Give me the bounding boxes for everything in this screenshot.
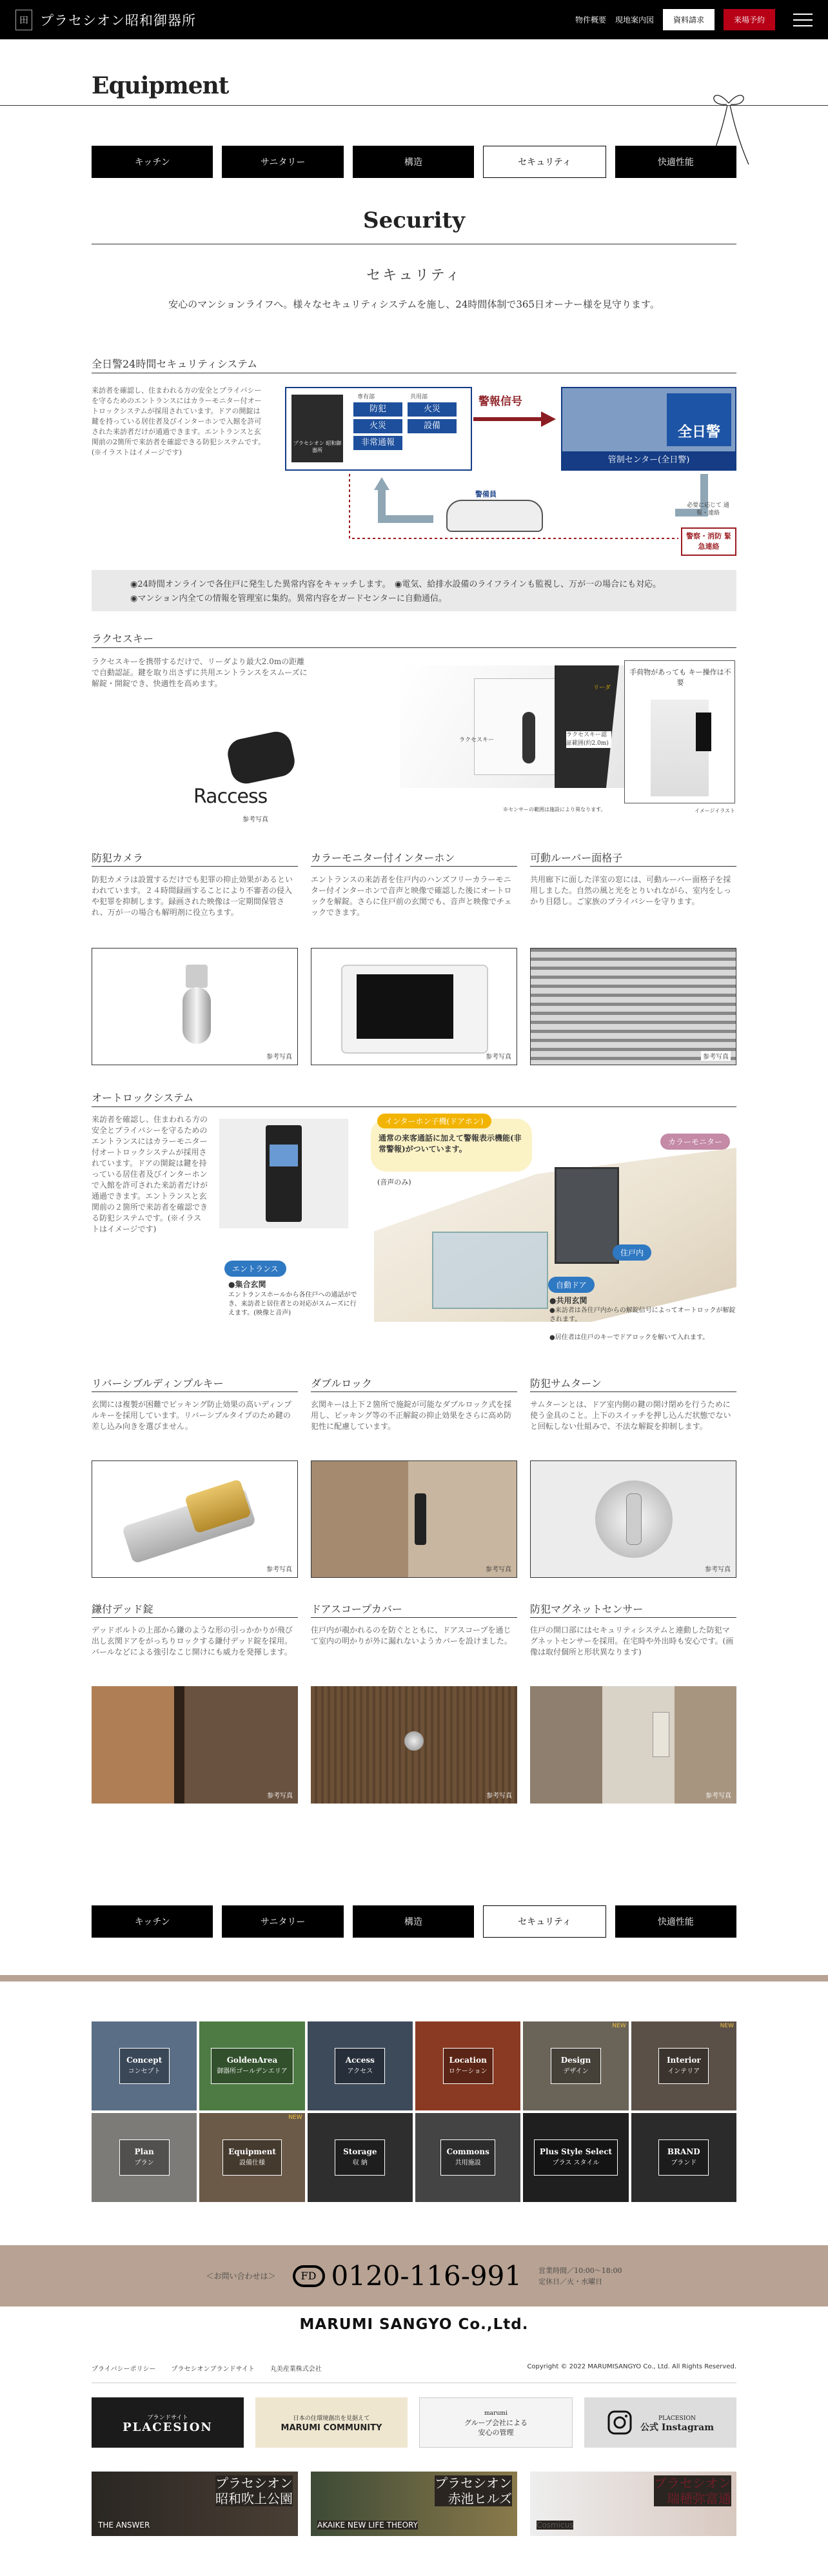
grid-en: Concept — [126, 2056, 163, 2065]
entrance-panel-photo — [219, 1119, 348, 1228]
new-badge: NEW — [288, 2114, 302, 2121]
grid-jp: 設備仕様 — [239, 2159, 265, 2167]
section-title: Security — [363, 208, 465, 233]
heading-rule — [530, 1617, 736, 1618]
heading-rule — [92, 866, 298, 867]
dimple-key-photo — [92, 1460, 298, 1578]
brand-name: プラセシオン昭和御器所 — [40, 12, 196, 28]
brand-logo[interactable] — [15, 10, 196, 30]
dimple-key-text: 玄関には複製が困難でピッキング防止効果の高いディンプルキーを採用しています。リバーシブルタイプのため鍵の差し込み向きを選びません。 — [92, 1400, 292, 1431]
header-nav — [575, 0, 813, 39]
door-scope-photo — [311, 1686, 517, 1804]
camera-photo — [92, 948, 298, 1065]
marumi-community-banner[interactable] — [255, 2397, 408, 2448]
no-key-operation-box — [624, 660, 735, 803]
entrance-label: エントランス — [224, 1261, 286, 1277]
no-key-callout: 手荷物があっても キー操作は不要 — [629, 668, 731, 687]
grid-jp: コンセプト — [128, 2068, 161, 2075]
business-hours — [538, 2265, 622, 2287]
grid-en: Equipment — [228, 2147, 276, 2156]
promo-brand: プラセシオン — [654, 2475, 731, 2491]
alarm-signal-label: 警報信号 — [478, 395, 522, 408]
grid-en: Access — [345, 2056, 375, 2065]
note-1: ◉24時間オンラインで各住戸に発生した異常内容をキャッチします。 — [130, 580, 386, 589]
promo-name: 昭和吹上公園 — [215, 2491, 293, 2506]
logo-mark-icon: 田 — [15, 10, 32, 30]
company-logo[interactable]: MARUMI SANGYO Co.,Ltd. — [299, 2316, 529, 2333]
door-scope-heading: ドアスコープカバー — [311, 1603, 402, 1615]
visit-reservation-button[interactable]: 来場予約 — [724, 9, 775, 30]
promo-mizuho[interactable] — [530, 2472, 736, 2536]
tab-sanitary[interactable]: サニタリー — [222, 146, 343, 178]
footer-links — [92, 2363, 322, 2373]
banner-main: 安心の管理 — [478, 2428, 514, 2437]
signal-arrow-icon — [473, 406, 557, 432]
intercom-photo — [311, 948, 517, 1065]
alsok-logo: 全日警 — [667, 393, 731, 446]
grid-plus-style[interactable] — [523, 2113, 628, 2202]
color-monitor-label: カラーモニター — [660, 1134, 730, 1150]
grid-jp: アクセス — [347, 2068, 373, 2075]
entrance-text: エントランスホールから各住戸への通話ができ、来訪者と居住者との対応がスムーズに行えます。(映像と音声) — [228, 1292, 357, 1317]
raccess-logo: Raccess — [193, 785, 268, 808]
autolock-text: 来訪者を確認し、住まわれる方の安全とプライバシーを守るためのエントランスにはカラーモニター付オートロックシステムが採用されています。ドアの開錠は鍵を持っている居住者及びインターホンで入館を許可された来訪者だけが通過できます。エントランスと玄関前の２箇所で来訪者を確認できる防犯システムです。(※イラストはイメージです) — [92, 1115, 208, 1234]
intercom-text: エントランスの来訪者を住戸内のハンズフリーカラーモニター付インターホンで音声と映像で確認した後にオートロックを解錠。さらに住戸前の玄関でも、音声と映像でチェックできます。 — [311, 875, 512, 917]
banner-main: MARUMI COMMUNITY — [281, 2423, 382, 2433]
raccess-text: ラクセスキーを携帯するだけで、リーダより最大2.0mの距離で自動認証。鍵を取り出さずに共用エントランスをスムーズに解錠・開錠でき、快適性を高めます。 — [92, 657, 308, 688]
grid-plan[interactable] — [92, 2113, 197, 2202]
raccess-key-image — [225, 729, 297, 786]
promo-akaike[interactable] — [311, 2472, 517, 2536]
item-fire: 火災 — [353, 419, 402, 433]
thumbturn-heading: 防犯サムターン — [530, 1377, 602, 1390]
item-equipment: 設備 — [408, 419, 457, 433]
contact-bar — [0, 2245, 828, 2306]
grid-jp: 収 納 — [352, 2159, 368, 2167]
grid-jp: ロケーション — [448, 2068, 488, 2075]
magnet-sensor-text: 住戸の開口部にはセキュリティシステムと連動した防犯マグネットセンサーを採用。在宅時や外出時も安心です。(画像は取付個所と形状異なります) — [530, 1626, 734, 1657]
control-center-image — [561, 387, 736, 471]
phone-number[interactable] — [293, 2260, 522, 2292]
heading-rule — [530, 866, 736, 867]
heading-rule — [311, 866, 517, 867]
copyright: Copyright © 2022 MARUMISANGYO Co., Ltd. All Rights Reserved. — [527, 2363, 736, 2370]
person-figure — [522, 712, 535, 763]
management-banner[interactable] — [419, 2397, 573, 2448]
grid-commons[interactable] — [415, 2113, 520, 2202]
auto-door-label: 自動ドア — [548, 1277, 595, 1293]
raccess-note: ※センサーの範囲は施設により異なります。 — [503, 807, 606, 812]
banner-sub: グループ会社による — [464, 2419, 528, 2427]
reader-label: リーダ — [593, 685, 611, 691]
note-3: ◉マンション内全ての情報を管理室に集約。異常内容をガードセンターに自動通信。 — [130, 594, 447, 604]
dead-bolt-text: デッドボルトの上部から鎌のような形の引っかかりが飛び出し玄関ドアをがっちりロックする鎌付デッド錠を採用。バールなどによる強引なこじ開けにも威力を発揮します。 — [92, 1626, 293, 1657]
unit-label: 住戸内 — [613, 1244, 651, 1261]
double-lock-photo — [311, 1460, 517, 1578]
photo-caption: 参考写真 — [266, 1566, 292, 1573]
brand-site-link[interactable]: プラセシオンブランドサイト — [171, 2366, 255, 2373]
thumbturn-photo — [530, 1460, 736, 1578]
illustration-note: イメージイラスト — [694, 808, 735, 814]
page-title: Equipment — [92, 72, 229, 99]
louver-heading: 可動ルーバー面格子 — [530, 852, 623, 864]
range-label: ラクセスキー認証範囲(約2.0m) — [566, 731, 611, 748]
heading-rule — [311, 1391, 517, 1392]
louver-text: 共用廊下に面した洋室の窓には、可動ルーバー面格子を採用しました。自然の風と光をとりいれながら、室内をしっかり目隠し。ご家族のプライバシーを守ります。 — [530, 875, 732, 906]
hamburger-menu-icon[interactable] — [793, 14, 813, 26]
dead-bolt-heading: 鎌付デッド錠 — [92, 1603, 153, 1615]
promo-fukiage[interactable] — [92, 2472, 298, 2536]
raccess-illustration — [400, 660, 736, 814]
raccess-heading: ラクセスキー — [92, 633, 154, 645]
grid-en: BRAND — [667, 2147, 700, 2156]
grid-brand[interactable] — [631, 2113, 736, 2202]
banner-main: 公式 Instagram — [640, 2422, 715, 2433]
hours-text: 営業時間／10:00〜18:00 — [538, 2266, 622, 2275]
grid-jp: インテリア — [667, 2068, 700, 2075]
heading-rule — [92, 1106, 736, 1107]
promo-slogan: Cosmicus — [537, 2521, 574, 2530]
control-center-label: 管制センター(全日警) — [562, 451, 735, 469]
heading-rule — [92, 1391, 298, 1392]
banner-main: PLACESION — [123, 2420, 213, 2434]
instagram-banner[interactable] — [584, 2397, 736, 2448]
photo-caption: 参考写真 — [486, 1566, 511, 1573]
grid-en: Plan — [134, 2147, 154, 2156]
grid-jp: 共用施設 — [455, 2159, 481, 2167]
promo-name: 瑞穂弥富通 — [667, 2491, 731, 2506]
key-label: ラクセスキー — [459, 737, 495, 743]
promo-slogan: THE ANSWER — [98, 2521, 150, 2530]
contact-note: 必要に応じて 通報・連絡 — [687, 502, 729, 516]
private-label: 専有部 — [357, 394, 375, 400]
photo-caption: 参考写真 — [701, 1051, 731, 1061]
thumbturn-text: サムターンとは、ドア室内側の鍵の開け閉めを行うために使う金具のこと。上下のスイッチを押し込んだ状態でないと回転しない仕組みで、不法な解錠を抑制します。 — [530, 1400, 731, 1431]
new-badge: NEW — [720, 2023, 734, 2029]
banner-sub: 日本の住環境創出を見据えて — [293, 2414, 370, 2422]
raccess-ref-caption: 参考写真 — [242, 816, 268, 823]
promo-brand: プラセシオン — [215, 2475, 293, 2491]
nav-outline[interactable]: 物件概要 — [575, 15, 606, 25]
project-promos — [92, 2472, 736, 2536]
interphone-bubble — [371, 1119, 532, 1172]
interphone-text: 通常の来客通話に加えて警報表示機能(非常警報)がついています。 — [379, 1134, 522, 1154]
footer-band — [0, 1975, 828, 1981]
tab-comfort[interactable]: 快適性能 — [615, 1905, 736, 1938]
title-divider — [0, 105, 828, 106]
photo-caption: 参考写真 — [267, 1793, 293, 1800]
tab-sanitary[interactable]: サニタリー — [222, 1905, 343, 1938]
entrance-door — [474, 678, 564, 775]
security-system-heading: 全日警24時間セキュリティシステム — [92, 358, 258, 370]
auto-door-glass — [432, 1232, 548, 1309]
grid-en: Commons — [446, 2147, 489, 2156]
contact-label: ＜お問い合わせは＞ — [206, 2272, 276, 2281]
item-emergency: 非常通報 — [353, 436, 402, 450]
tab-structure[interactable]: 構造 — [353, 146, 474, 178]
common-label: 共用部 — [410, 394, 428, 400]
entrance-title: ●集合玄関 — [228, 1280, 266, 1289]
tab-kitchen[interactable]: キッチン — [92, 146, 213, 178]
grid-interior[interactable] — [631, 2021, 736, 2110]
free-dial-icon: FD — [293, 2265, 325, 2287]
heading-rule — [92, 1617, 298, 1618]
banner-sub: ブランドサイト — [147, 2414, 188, 2421]
tab-security[interactable]: セキュリティ — [483, 146, 606, 178]
grid-jp: プラン — [134, 2159, 154, 2167]
photo-caption: 参考写真 — [266, 1054, 292, 1061]
tab-comfort[interactable]: 快適性能 — [615, 146, 736, 178]
double-lock-heading: ダブルロック — [311, 1377, 373, 1390]
tab-security[interactable]: セキュリティ — [483, 1905, 606, 1938]
magnet-sensor-heading: 防犯マグネットセンサー — [530, 1603, 644, 1615]
section-subtitle: セキュリティ — [366, 268, 462, 284]
footer-banners — [92, 2397, 736, 2448]
grid-design[interactable] — [523, 2021, 628, 2110]
closed-text: 定休日／火・水曜日 — [538, 2277, 603, 2286]
security-system-text: 来訪者を確認し、住まわれる方の安全とプライバシーを守るためのエントランスにはカラーモニター付オートロックシステムが採用されています。ドアの開錠は鍵を持っている居住者及びインターホンで入館を許可された来訪者だけが通過できます。エントランスと玄関前の2箇所で来訪者を確認できる防犯システムです。(※イラストはイメージです) — [92, 386, 266, 457]
grid-jp: デザイン — [563, 2068, 589, 2075]
grid-goldenarea[interactable] — [199, 2021, 304, 2110]
tab-kitchen[interactable]: キッチン — [92, 1905, 213, 1938]
mansion-box — [285, 387, 472, 471]
item-common-fire: 火災 — [408, 402, 457, 417]
heading-rule — [311, 1617, 517, 1618]
equipment-tabs-top — [92, 146, 736, 178]
grid-equipment[interactable] — [199, 2113, 304, 2202]
promo-name: 赤池ヒルズ — [448, 2491, 512, 2506]
grid-en: Location — [449, 2056, 487, 2065]
louver-photo — [530, 948, 736, 1065]
photo-caption: 参考写真 — [705, 1566, 731, 1573]
magnet-sensor-photo — [530, 1686, 736, 1804]
request-button[interactable]: 資料請求 — [663, 9, 715, 30]
note-2: ◉電気、給排水設備のライフラインも監視し、万が一の場合にも対応。 — [394, 580, 662, 589]
new-badge: NEW — [612, 2023, 626, 2029]
instagram-icon — [607, 2410, 633, 2435]
security-notes — [92, 570, 736, 611]
promo-slogan: AKAIKE NEW LIFE THEORY — [317, 2521, 418, 2530]
photo-caption: 参考写真 — [705, 1793, 731, 1800]
banner-sub: PLACESION — [658, 2414, 696, 2422]
item-crime: 防犯 — [353, 402, 402, 417]
camera-text: 防犯カメラは設置するだけでも犯罪の抑止効果があるといわれています。２４時間録画することにより不審者の侵入や犯罪を抑制します。録画された映像は一定期間保管され、万が一の場合も解明剤に役立ちます。 — [92, 875, 293, 917]
grid-jp: ブランド — [671, 2159, 697, 2167]
grid-en: Storage — [343, 2147, 377, 2156]
autolock-heading: オートロックシステム — [92, 1092, 194, 1104]
placesion-brand-banner[interactable] — [92, 2397, 244, 2448]
common-door-title: ●共用玄関 — [549, 1296, 587, 1305]
photo-caption: 参考写真 — [486, 1054, 511, 1061]
intercom-heading: カラーモニター付インターホン — [311, 852, 455, 864]
common-door-text-2: ●居住者は住戸のキーでドアロックを解いて入れます。 — [549, 1334, 709, 1341]
voice-only-label: (音声のみ) — [377, 1178, 411, 1186]
site-header — [0, 0, 828, 39]
promo-brand: プラセシオン — [435, 2475, 512, 2491]
dimple-key-heading: リバーシブルディンプルキー — [92, 1377, 224, 1390]
grid-en: Interior — [666, 2056, 701, 2065]
police-fire-box: 警察・消防 緊急連絡 — [681, 527, 736, 556]
site-section-grid — [92, 2021, 736, 2202]
door-scope-text: 住戸内が覗かれるのを防ぐとともに、ドアスコープを通じて室内の明かりが外に漏れないようカバーを設けました。 — [311, 1626, 513, 1646]
guard-label: 警備員 — [475, 490, 497, 498]
equipment-tabs-bottom — [92, 1905, 736, 1938]
security-diagram — [285, 387, 736, 561]
double-lock-text: 玄関キーは上下２箇所で施錠が可能なダブルロック式を採用し、ピッキング等の不正解錠の抑止効果をさらに高め防犯性に配慮しています。 — [311, 1400, 512, 1431]
camera-heading: 防犯カメラ — [92, 852, 144, 864]
grid-en: Plus Style Select — [539, 2147, 613, 2156]
grid-en: GoldenArea — [226, 2056, 278, 2065]
heading-rule — [92, 647, 736, 648]
unit-door — [555, 1167, 619, 1264]
grid-access[interactable] — [308, 2021, 413, 2110]
grid-jp: プラス スタイル — [552, 2159, 600, 2167]
nav-map[interactable]: 現地案内図 — [615, 15, 654, 25]
dead-bolt-photo — [92, 1686, 298, 1804]
privacy-link[interactable]: プライバシーポリシー — [92, 2366, 156, 2373]
photo-caption: 参考写真 — [486, 1793, 512, 1800]
phone-digits: 0120-116-991 — [331, 2260, 522, 2292]
marumi-logo: marumi — [484, 2410, 508, 2417]
interphone-tag: インターホン子機(ドアホン) — [377, 1114, 491, 1128]
grid-concept[interactable] — [92, 2021, 197, 2110]
grid-location[interactable] — [415, 2021, 520, 2110]
tab-structure[interactable]: 構造 — [353, 1905, 474, 1938]
grid-en: Design — [560, 2056, 591, 2065]
common-door-text: ●来訪者は各住戸内からの解錠信号によってオートロックが解錠されます。 — [549, 1307, 736, 1323]
section-lead: 安心のマンションライフへ。様々なセキュリティシステムを施し、24時間体制で365日オーナー様を見守ります。 — [168, 299, 660, 310]
grid-storage[interactable] — [308, 2113, 413, 2202]
patrol-car-image — [446, 500, 543, 532]
heading-rule — [530, 1391, 736, 1392]
mansion-image: プラセシオン 昭和御器所 — [291, 395, 343, 462]
company-link[interactable]: 丸美産業株式会社 — [270, 2366, 322, 2373]
grid-jp: 御器所ゴールデンエリア — [217, 2068, 288, 2075]
